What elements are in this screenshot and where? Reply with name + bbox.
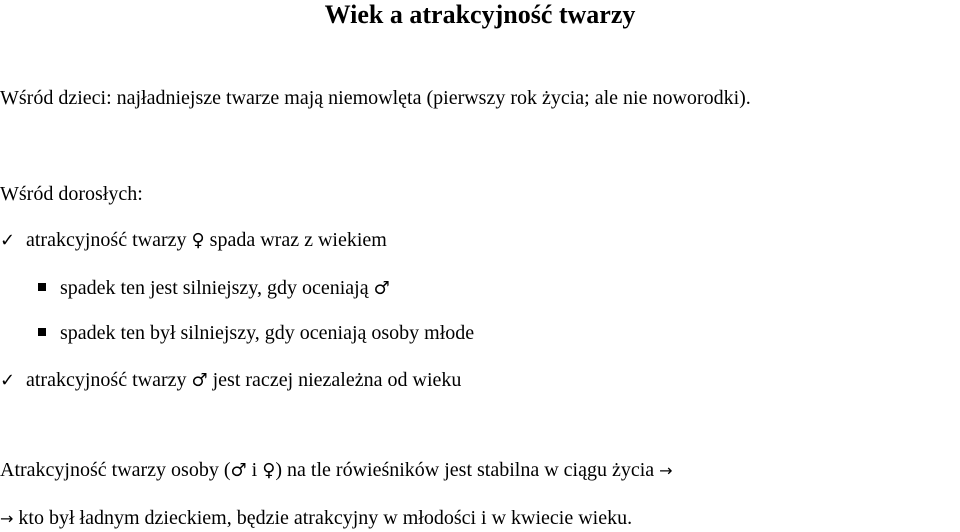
checkmark-icon: ✓ (0, 230, 16, 251)
bullet-item-female (0, 228, 387, 253)
conclusion-line-2 (0, 506, 632, 531)
conclusion-text-part1: Atrakcyjność twarzy osoby ( (0, 459, 231, 481)
bullet-item-text-before: atrakcyjność twarzy (26, 229, 192, 251)
female-symbol-icon: ♀ (262, 460, 276, 481)
conclusion-text-2: kto był ładnym dzieckiem, będzie atrakcyjny w młodości i w kwiecie wieku. (13, 507, 633, 529)
right-arrow-icon: → (659, 461, 673, 480)
conclusion-line (0, 458, 673, 483)
male-symbol-icon: ♂ (230, 460, 247, 481)
checkmark-icon: ✓ (0, 370, 16, 391)
female-symbol-icon: ♀ (191, 230, 205, 251)
male-symbol-icon: ♂ (373, 278, 390, 299)
right-arrow-icon: → (0, 509, 14, 528)
page-title: Wiek a atrakcyjność twarzy (324, 0, 636, 29)
subitem-text: spadek ten był silniejszy, gdy oceniają osoby młode (60, 322, 475, 344)
square-bullet-icon (38, 328, 46, 336)
bullet-item-male (0, 368, 461, 393)
bullet-item-text-after: spada wraz z wiekiem (204, 229, 387, 251)
adults-header: Wśród dorosłych: (0, 183, 143, 205)
children-statement: Wśród dzieci: najładniejsze twarze mają niemowlęta (pierwszy rok życia; ale nie noworodki). (0, 87, 751, 109)
conclusion-text-part2: ) na tle rówieśników jest stabilna w ciągu życia (275, 459, 660, 481)
bullet-item-text-after: jest raczej niezależna od wieku (207, 369, 462, 391)
subitem-young-raters (0, 321, 474, 345)
square-bullet-icon (38, 283, 46, 291)
conclusion-text-mid: i (246, 459, 263, 481)
subitem-older-male-raters (0, 276, 390, 301)
subitem-text: spadek ten jest silniejszy, gdy oceniają (60, 277, 374, 299)
bullet-item-text-before: atrakcyjność twarzy (26, 369, 192, 391)
male-symbol-icon: ♂ (191, 370, 208, 391)
